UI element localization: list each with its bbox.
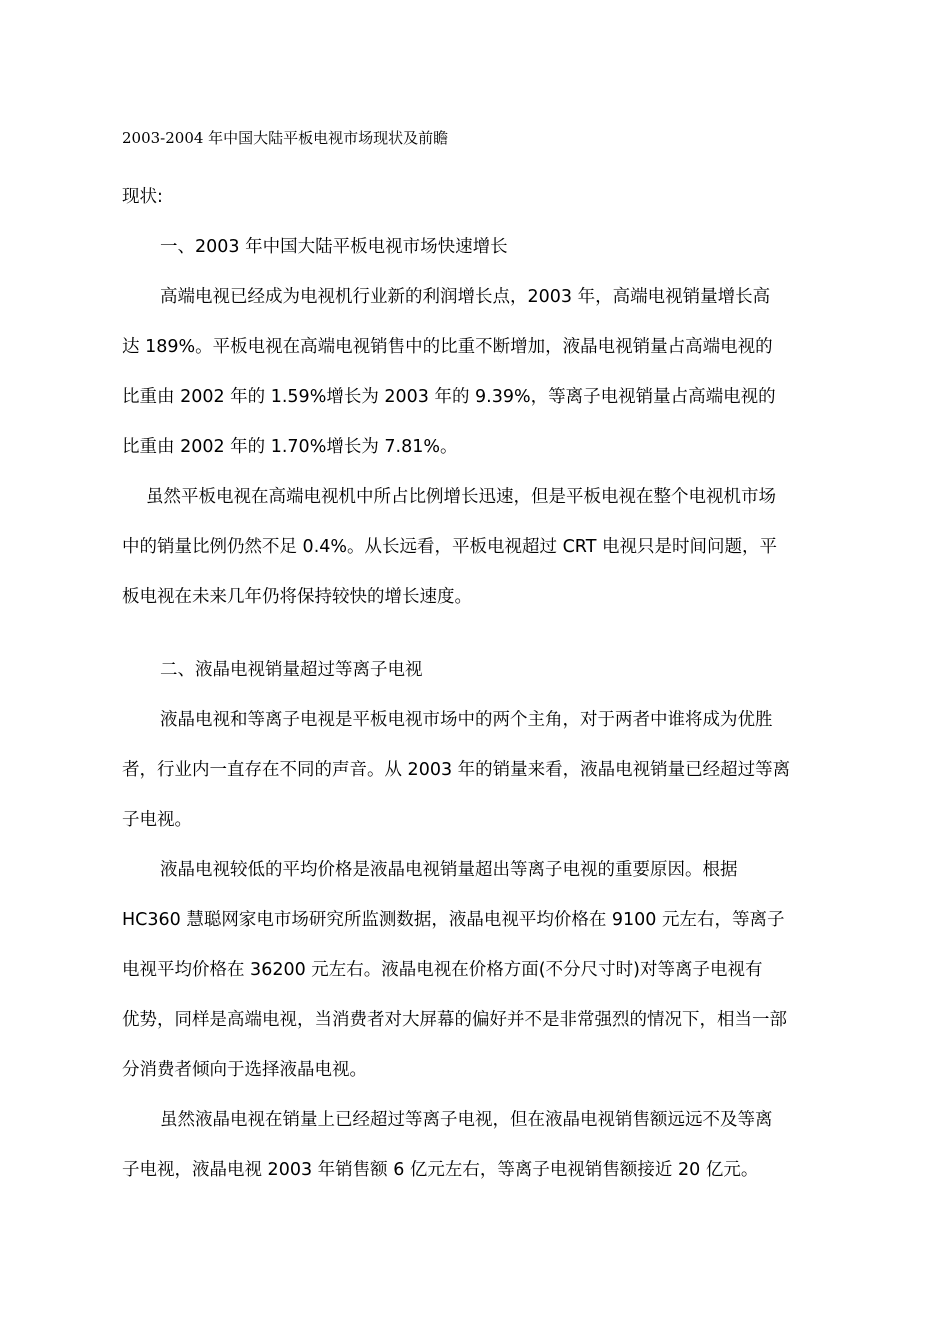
- text-line: 中的销量比例仍然不足 0.4%。从长远看，平板电视超过 CRT 电视只是时间问题，平: [122, 537, 777, 557]
- text-line: 液晶电视较低的平均价格是液晶电视销量超出等离子电视的重要原因。根据: [160, 860, 738, 880]
- text-line: 板电视在未来几年仍将保持较快的增长速度。: [122, 587, 472, 607]
- text-line: 虽然平板电视在高端电视机中所占比例增长迅速，但是平板电视在整个电视机市场: [146, 487, 776, 507]
- text-line: 虽然液晶电视在销量上已经超过等离子电视，但在液晶电视销售额远远不及等离: [160, 1110, 773, 1130]
- section2-heading: 二、液晶电视销量超过等离子电视: [160, 660, 423, 680]
- status-label: 现状:: [122, 187, 163, 207]
- text-line: 优势，同样是高端电视，当消费者对大屏幕的偏好并不是非常强烈的情况下，相当一部: [122, 1010, 787, 1030]
- text-line: 电视平均价格在 36200 元左右。液晶电视在价格方面(不分尺寸时)对等离子电视有: [122, 960, 763, 980]
- section2-paragraph3: [122, 1095, 830, 1195]
- text-line: 比重由 2002 年的 1.70%增长为 7.81%。: [122, 437, 458, 457]
- section2-paragraph1: [122, 695, 830, 845]
- text-line: 子电视，液晶电视 2003 年销售额 6 亿元左右，等离子电视销售额接近 20 亿元。: [122, 1160, 759, 1180]
- text-line: 比重由 2002 年的 1.59%增长为 2003 年的 9.39%，等离子电视销量占高端电视的: [122, 387, 776, 407]
- section2-paragraph2: [122, 845, 830, 1095]
- text-line: 高端电视已经成为电视机行业新的利润增长点，2003 年，高端电视销量增长高: [160, 287, 771, 307]
- document-title: 2003-2004 年中国大陆平板电视市场现状及前瞻: [122, 129, 449, 147]
- text-line: 者，行业内一直存在不同的声音。从 2003 年的销量来看，液晶电视销量已经超过等离: [122, 760, 791, 780]
- text-line: 达 189%。平板电视在高端电视销售中的比重不断增加，液晶电视销量占高端电视的: [122, 337, 773, 357]
- text-line: 子电视。: [122, 810, 192, 830]
- section1-heading: 一、2003 年中国大陆平板电视市场快速增长: [160, 237, 508, 257]
- text-line: 液晶电视和等离子电视是平板电视市场中的两个主角，对于两者中谁将成为优胜: [160, 710, 773, 730]
- section1-paragraph2: [122, 472, 830, 622]
- text-line: HC360 慧聪网家电市场研究所监测数据，液晶电视平均价格在 9100 元左右，等离子: [122, 910, 785, 930]
- section1-paragraph1: [122, 272, 830, 472]
- text-line: 分消费者倾向于选择液晶电视。: [122, 1060, 367, 1080]
